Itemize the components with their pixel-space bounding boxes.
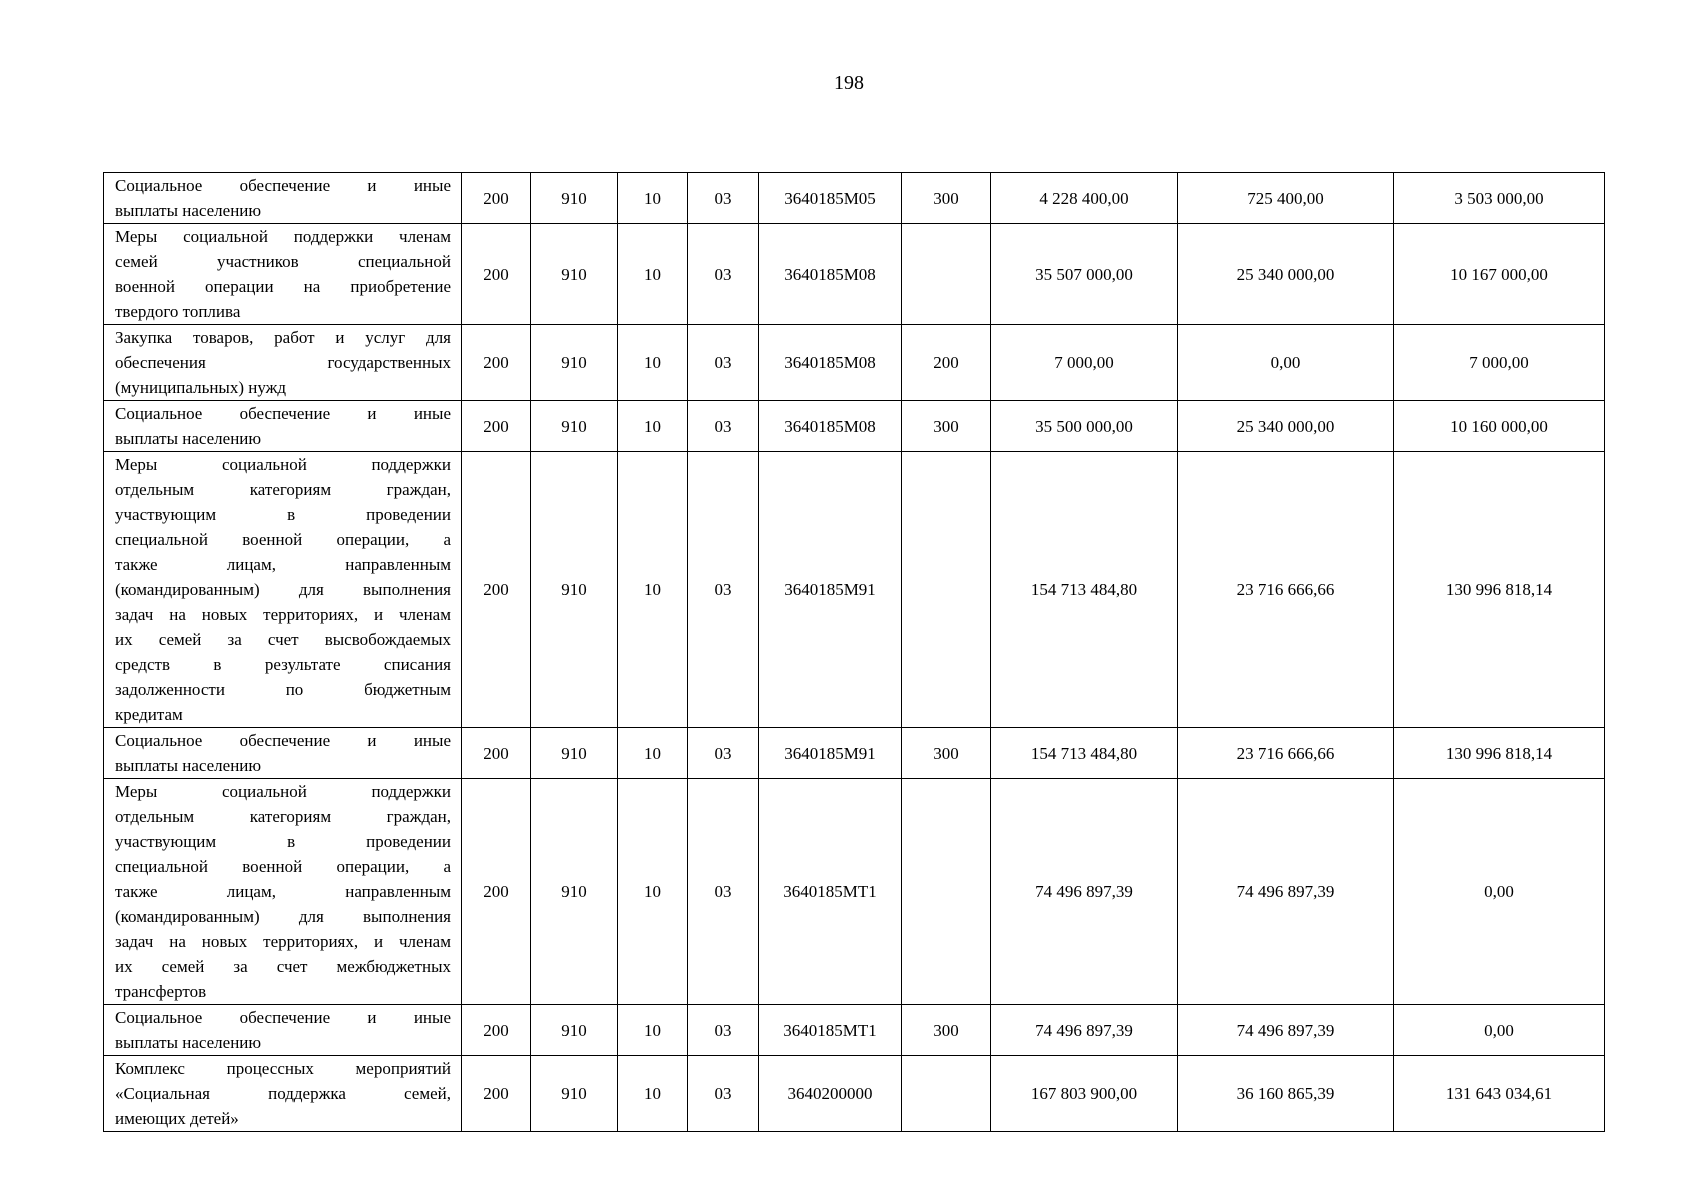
- row-name-line: Социальное обеспечение и иные: [115, 731, 451, 750]
- row-name-line: также лицам, направленным: [115, 882, 451, 901]
- grbs-code: 910: [531, 452, 618, 728]
- table-row: [104, 779, 1605, 1005]
- row-name-line: (муниципальных) нужд: [115, 378, 287, 397]
- page-number: 198: [834, 72, 864, 94]
- row-name-line: специальной военной операции, а: [115, 530, 451, 549]
- amount-total: 35 500 000,00: [991, 401, 1178, 452]
- target-article-code: 3640200000: [759, 1056, 902, 1132]
- table-row: [104, 224, 1605, 325]
- target-article-code: 3640185М91: [759, 452, 902, 728]
- amount-federal: 25 340 000,00: [1178, 224, 1394, 325]
- row-name-line: участвующим в проведении: [115, 832, 451, 851]
- budget-table: [103, 172, 1605, 1132]
- row-name-line: участвующим в проведении: [115, 505, 451, 524]
- section-code: 10: [618, 779, 688, 1005]
- grbs-code: 910: [531, 1056, 618, 1132]
- amount-federal: 0,00: [1178, 325, 1394, 401]
- subsection-code: 03: [688, 1005, 759, 1056]
- subsection-code: 03: [688, 224, 759, 325]
- amount-federal: 25 340 000,00: [1178, 401, 1394, 452]
- subsection-code: 03: [688, 728, 759, 779]
- section-code: 10: [618, 224, 688, 325]
- row-name-line: их семей за счет межбюджетных: [115, 957, 451, 976]
- expense-type-code: 300: [902, 1005, 991, 1056]
- table-row: [104, 401, 1605, 452]
- amount-total: 74 496 897,39: [991, 1005, 1178, 1056]
- expense-type-code: 200: [902, 325, 991, 401]
- row-name-line: «Социальная поддержка семей,: [115, 1084, 451, 1103]
- row-name-cell: [104, 173, 462, 224]
- amount-federal: 74 496 897,39: [1178, 779, 1394, 1005]
- amount-total: 35 507 000,00: [991, 224, 1178, 325]
- expense-type-code: [902, 224, 991, 325]
- row-name-line: семей участников специальной: [115, 252, 451, 271]
- row-name-line: твердого топлива: [115, 302, 241, 321]
- subsection-code: 03: [688, 1056, 759, 1132]
- amount-regional: 130 996 818,14: [1394, 728, 1605, 779]
- rzpr-col-1: 200: [462, 1005, 531, 1056]
- amount-total: 154 713 484,80: [991, 452, 1178, 728]
- row-name-cell: [104, 1005, 462, 1056]
- amount-regional: 0,00: [1394, 779, 1605, 1005]
- expense-type-code: 300: [902, 728, 991, 779]
- row-name-line: специальной военной операции, а: [115, 857, 451, 876]
- grbs-code: 910: [531, 1005, 618, 1056]
- row-name-line: средств в результате списания: [115, 655, 451, 674]
- grbs-code: 910: [531, 401, 618, 452]
- subsection-code: 03: [688, 173, 759, 224]
- expense-type-code: 300: [902, 173, 991, 224]
- row-name-line: выплаты населению: [115, 1033, 262, 1052]
- row-name-cell: [104, 1056, 462, 1132]
- row-name-line: имеющих детей»: [115, 1109, 239, 1128]
- row-name-cell: [104, 452, 462, 728]
- rzpr-col-1: 200: [462, 452, 531, 728]
- amount-regional: 10 160 000,00: [1394, 401, 1605, 452]
- target-article-code: 3640185М05: [759, 173, 902, 224]
- subsection-code: 03: [688, 452, 759, 728]
- row-name-line: задач на новых территориях, и членам: [115, 605, 451, 624]
- row-name-line: (командированным) для выполнения: [115, 907, 451, 926]
- section-code: 10: [618, 173, 688, 224]
- amount-regional: 131 643 034,61: [1394, 1056, 1605, 1132]
- amount-total: 4 228 400,00: [991, 173, 1178, 224]
- target-article-code: 3640185М08: [759, 224, 902, 325]
- row-name-cell: [104, 779, 462, 1005]
- rzpr-col-1: 200: [462, 173, 531, 224]
- expense-type-code: [902, 452, 991, 728]
- grbs-code: 910: [531, 779, 618, 1005]
- row-name-line: выплаты населению: [115, 429, 262, 448]
- section-code: 10: [618, 452, 688, 728]
- rzpr-col-1: 200: [462, 224, 531, 325]
- amount-total: 7 000,00: [991, 325, 1178, 401]
- row-name-line: трансфертов: [115, 982, 207, 1001]
- rzpr-col-1: 200: [462, 779, 531, 1005]
- rzpr-col-1: 200: [462, 728, 531, 779]
- grbs-code: 910: [531, 728, 618, 779]
- row-name-line: кредитам: [115, 705, 183, 724]
- amount-regional: 0,00: [1394, 1005, 1605, 1056]
- section-code: 10: [618, 1056, 688, 1132]
- table-row: [104, 1056, 1605, 1132]
- table-row: [104, 1005, 1605, 1056]
- grbs-code: 910: [531, 325, 618, 401]
- section-code: 10: [618, 1005, 688, 1056]
- amount-regional: 130 996 818,14: [1394, 452, 1605, 728]
- row-name-line: задолженности по бюджетным: [115, 680, 451, 699]
- row-name-line: Социальное обеспечение и иные: [115, 404, 451, 423]
- amount-federal: 36 160 865,39: [1178, 1056, 1394, 1132]
- row-name-line: отдельным категориям граждан,: [115, 480, 451, 499]
- row-name-line: выплаты населению: [115, 756, 262, 775]
- grbs-code: 910: [531, 173, 618, 224]
- amount-federal: 23 716 666,66: [1178, 452, 1394, 728]
- row-name-cell: [104, 224, 462, 325]
- amount-total: 154 713 484,80: [991, 728, 1178, 779]
- row-name-line: Меры социальной поддержки: [115, 782, 451, 801]
- table-row: [104, 452, 1605, 728]
- amount-federal: 23 716 666,66: [1178, 728, 1394, 779]
- row-name-cell: [104, 325, 462, 401]
- expense-type-code: 300: [902, 401, 991, 452]
- table-row: [104, 173, 1605, 224]
- target-article-code: 3640185М08: [759, 325, 902, 401]
- row-name-line: их семей за счет высвобождаемых: [115, 630, 451, 649]
- target-article-code: 3640185МТ1: [759, 779, 902, 1005]
- rzpr-col-1: 200: [462, 401, 531, 452]
- amount-regional: 10 167 000,00: [1394, 224, 1605, 325]
- section-code: 10: [618, 325, 688, 401]
- row-name-line: Социальное обеспечение и иные: [115, 1008, 451, 1027]
- rzpr-col-1: 200: [462, 1056, 531, 1132]
- row-name-cell: [104, 401, 462, 452]
- target-article-code: 3640185МТ1: [759, 1005, 902, 1056]
- row-name-line: обеспечения государственных: [115, 353, 451, 372]
- expense-type-code: [902, 779, 991, 1005]
- row-name-line: отдельным категориям граждан,: [115, 807, 451, 826]
- row-name-line: (командированным) для выполнения: [115, 580, 451, 599]
- amount-federal: 74 496 897,39: [1178, 1005, 1394, 1056]
- amount-regional: 3 503 000,00: [1394, 173, 1605, 224]
- row-name-cell: [104, 728, 462, 779]
- subsection-code: 03: [688, 779, 759, 1005]
- amount-regional: 7 000,00: [1394, 325, 1605, 401]
- rzpr-col-1: 200: [462, 325, 531, 401]
- amount-federal: 725 400,00: [1178, 173, 1394, 224]
- section-code: 10: [618, 728, 688, 779]
- row-name-line: Меры социальной поддержки: [115, 455, 451, 474]
- row-name-line: выплаты населению: [115, 201, 262, 220]
- target-article-code: 3640185М91: [759, 728, 902, 779]
- grbs-code: 910: [531, 224, 618, 325]
- row-name-line: военной операции на приобретение: [115, 277, 451, 296]
- subsection-code: 03: [688, 325, 759, 401]
- row-name-line: Закупка товаров, работ и услуг для: [115, 328, 451, 347]
- table-row: [104, 728, 1605, 779]
- target-article-code: 3640185М08: [759, 401, 902, 452]
- amount-total: 167 803 900,00: [991, 1056, 1178, 1132]
- row-name-line: Комплекс процессных мероприятий: [115, 1059, 451, 1078]
- row-name-line: задач на новых территориях, и членам: [115, 932, 451, 951]
- row-name-line: также лицам, направленным: [115, 555, 451, 574]
- row-name-line: Социальное обеспечение и иные: [115, 176, 451, 195]
- subsection-code: 03: [688, 401, 759, 452]
- expense-type-code: [902, 1056, 991, 1132]
- table-row: [104, 325, 1605, 401]
- row-name-line: Меры социальной поддержки членам: [115, 227, 451, 246]
- amount-total: 74 496 897,39: [991, 779, 1178, 1005]
- section-code: 10: [618, 401, 688, 452]
